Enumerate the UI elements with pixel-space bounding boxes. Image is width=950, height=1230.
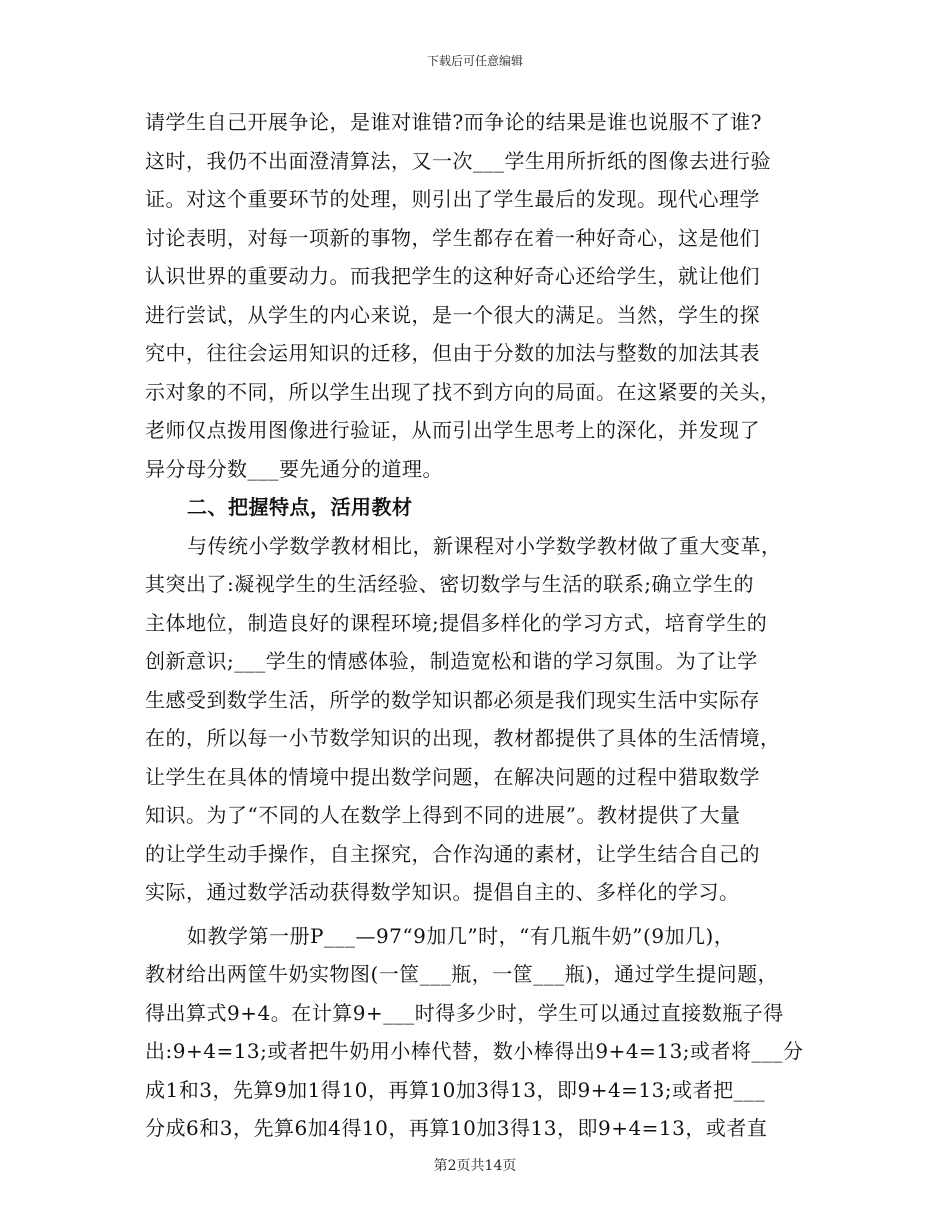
paragraph-line: 的让学生动手操作，自主探究，合作沟通的素材，让学生结合自己的 bbox=[145, 841, 760, 866]
paragraph-line: 老师仅点拨用图像进行验证，从而引出学生思考上的深化，并发现了 bbox=[145, 418, 760, 442]
section-heading: 二、把握特点，活用教材 bbox=[187, 495, 413, 519]
paragraph-line: 讨论表明，对每一项新的事物，学生都存在着一种好奇心，这是他们 bbox=[145, 225, 760, 250]
paragraph-line: 成1和3，先算9加1得10，再算10加3得13，即9+4=13;或者把___ bbox=[145, 1077, 766, 1102]
paragraph-line: 在的，所以每一小节数学知识的出现，教材都提供了具体的生活情境， bbox=[145, 726, 781, 750]
paragraph-line: 出:9+4=13;或者把牛奶用小棒代替，数小棒得出9+4=13;或者将___分 bbox=[145, 1039, 804, 1063]
paragraph-line: 与传统小学数学教材相比，新课程对小学数学教材做了重大变革， bbox=[187, 533, 782, 558]
paragraph-line: 其突出了:凝视学生的生活经验、密切数学与生活的联系;确立学生的 bbox=[145, 572, 754, 596]
paragraph-line: 认识世界的重要动力。而我把学生的这种好奇心还给学生，就让他们 bbox=[145, 264, 760, 288]
paragraph-line: 异分母分数___要先通分的道理。 bbox=[145, 456, 443, 481]
paragraph-line: 究中，往往会运用知识的迁移，但由于分数的加法与整数的加法其表 bbox=[145, 341, 760, 365]
paragraph-line: 分成6和3，先算6加4得10，再算10加3得13，即9+4=13，或者直 bbox=[145, 1116, 768, 1140]
paragraph-line: 实际，通过数学活动获得数学知识。提倡自主的、多样化的学习。 bbox=[145, 880, 740, 904]
paragraph-line: 这时，我仍不出面澄清算法，又一次___学生用所折纸的图像去进行验 bbox=[145, 148, 771, 173]
paragraph-line: 主体地位，制造良好的课程环境;提倡多样化的学习方式，培育学生的 bbox=[145, 610, 768, 635]
paragraph-line: 让学生在具体的情境中提出数学问题，在解决问题的过程中猎取数学 bbox=[145, 764, 760, 789]
page-header: 下载后可任意编辑 bbox=[426, 54, 523, 68]
paragraph-line: 创新意识;___学生的情感体验，制造宽松和谐的学习氛围。为了让学 bbox=[145, 649, 758, 673]
paragraph-line: 教材给出两筐牛奶实物图(一筐___瓶，一筐___瓶)，通过学生提问题， bbox=[145, 962, 779, 986]
paragraph-line: 请学生自己开展争论，是谁对谁错?而争论的结果是谁也说服不了谁? bbox=[145, 110, 762, 134]
paragraph-line: 生感受到数学生活，所学的数学知识都必须是我们现实生活中实际存 bbox=[145, 687, 760, 712]
paragraph-line: 进行尝试，从学生的内心来说，是一个很大的满足。当然，学生的探 bbox=[145, 302, 760, 327]
paragraph-line: 证。对这个重要环节的处理，则引出了学生最后的发现。现代心理学 bbox=[145, 187, 760, 211]
document-body bbox=[145, 103, 805, 1148]
paragraph-line: 示对象的不同，所以学生出现了找不到方向的局面。在这紧要的关头， bbox=[145, 379, 781, 404]
page-footer: 第2页共14页 bbox=[433, 1158, 517, 1174]
paragraph-line: 得出算式9+4。在计算9+___时得多少时，学生可以通过直接数瓶子得 bbox=[145, 1000, 784, 1025]
paragraph-line: 知识。为了“不同的人在数学上得到不同的进展”。教材提供了大量 bbox=[145, 803, 741, 827]
paragraph-line: 如教学第一册P___—97“9加几”时，“有几瓶牛奶”(9加几)， bbox=[187, 923, 735, 948]
